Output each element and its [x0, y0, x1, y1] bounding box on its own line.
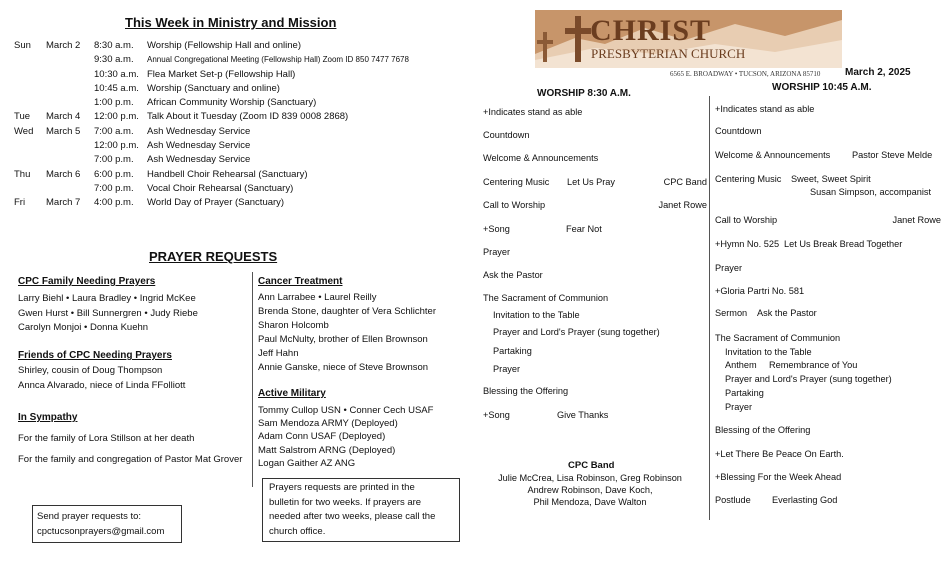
order-item-label: The Sacrament of Communion: [483, 293, 609, 303]
send-requests-box: [32, 505, 182, 543]
schedule-date: March 5: [46, 125, 81, 137]
schedule-event: Flea Market Set-p (Fellowship Hall): [147, 68, 296, 80]
order-item-label: +Song: [483, 410, 510, 420]
order-item-label: Prayer: [483, 247, 511, 257]
order-item-label: Postlude: [715, 495, 751, 505]
schedule-row: [14, 196, 484, 210]
order-item-label: Countdown: [483, 130, 530, 140]
order-item: [483, 177, 707, 187]
schedule-time: 7:00 p.m.: [94, 154, 134, 166]
order-item: [725, 347, 941, 357]
order-item-title: Let Us Pray: [567, 177, 615, 187]
order-item: [483, 270, 707, 280]
order-item-label: Invitation to the Table: [725, 347, 812, 357]
schedule-event: Worship (Sanctuary and online): [147, 82, 280, 94]
schedule-date: March 6: [46, 168, 81, 180]
order-item-label: Blessing of the Offering: [715, 425, 811, 435]
order-item-label: Welcome & Announcements: [715, 150, 831, 160]
friends-line: Annca Alvarado, niece of Linda FFolliott: [18, 379, 186, 391]
family-line: Larry Biehl • Laura Bradley • Ingrid McKee: [18, 293, 196, 304]
cancer-line: Ann Larrabee • Laurel Reilly: [258, 292, 377, 303]
order-item-title: Remembrance of You: [769, 360, 858, 370]
schedule-event: Ash Wednesday Service: [147, 140, 251, 152]
order-item-label: Partaking: [725, 388, 764, 398]
order-item: [483, 386, 707, 396]
band-line: Julie McCrea, Lisa Robinson, Greg Robinson: [498, 473, 682, 483]
order-item-title: Give Thanks: [557, 410, 609, 420]
order-item: [493, 310, 707, 320]
week-schedule: [14, 39, 484, 211]
order-item: [715, 449, 941, 459]
order-item-title: Let Us Break Bread Together: [784, 239, 903, 249]
band-members: [480, 472, 700, 508]
order-item: [715, 263, 941, 273]
order-item: [715, 308, 941, 318]
sympathy-line: For the family of Lora Stillson at her death: [18, 433, 195, 444]
order-item-title: Pastor Steve Melde: [852, 150, 933, 160]
worship-1045-title: WORSHIP 10:45 A.M.: [772, 82, 872, 93]
order-item: [493, 346, 707, 356]
order-item-label: +Gloria Partri No. 581: [715, 286, 805, 296]
schedule-row: [14, 168, 484, 182]
note-line: needed after two weeks, please call the: [269, 511, 436, 522]
friends-line: Shirley, cousin of Doug Thompson: [18, 365, 163, 376]
military-line: Logan Gaither AZ ANG: [258, 457, 356, 469]
family-heading: CPC Family Needing Prayers: [18, 276, 156, 287]
order-item: [715, 425, 941, 435]
friends-list: [18, 364, 185, 393]
schedule-row: [14, 68, 484, 82]
military-list: [258, 404, 433, 470]
church-name-sub: PRESBYTERIAN CHURCH: [591, 46, 746, 61]
order-item-leader: CPC Band: [663, 177, 707, 187]
family-line: Carolyn Monjoi • Donna Kuehn: [18, 322, 149, 333]
order-item-label: Prayer: [493, 364, 521, 374]
order-item-leader: Janet Rowe: [892, 215, 941, 225]
schedule-date: March 7: [46, 197, 81, 209]
order-item: [483, 293, 707, 303]
order-item: [810, 187, 941, 197]
order-item-label: +Indicates stand as able: [715, 104, 815, 114]
band-title: CPC Band: [568, 460, 615, 471]
order-item-label: Prayer and Lord's Prayer (sung together): [493, 327, 660, 337]
schedule-time: 7:00 a.m.: [94, 125, 134, 137]
order-item: [483, 410, 707, 420]
order-item: [483, 247, 707, 257]
schedule-row: [14, 139, 484, 153]
order-item: [715, 495, 941, 505]
prayer-note-box: [262, 478, 460, 542]
order-item-label: +Let There Be Peace On Earth.: [715, 449, 844, 459]
military-heading: Active Military: [258, 388, 326, 399]
schedule-time: 10:30 a.m.: [94, 68, 139, 80]
schedule-event: Talk About it Tuesday (Zoom ID 839 0008 2868): [147, 111, 349, 123]
note-line: bulletin for two weeks. If prayers are: [269, 496, 422, 508]
schedule-day: Fri: [14, 197, 26, 209]
schedule-row: [14, 82, 484, 96]
cancer-line: Brenda Stone, daughter of Vera Schlichter: [258, 305, 436, 317]
order-item: [725, 360, 941, 370]
schedule-time: 7:00 p.m.: [94, 182, 134, 194]
schedule-row: [14, 125, 484, 139]
note-line: church office.: [269, 525, 326, 537]
order-item-leader: Janet Rowe: [658, 200, 707, 210]
band-line: Phil Mendoza, Dave Walton: [533, 497, 647, 507]
schedule-day: Wed: [14, 125, 34, 137]
order-item: [715, 104, 941, 114]
order-item: [493, 327, 707, 337]
schedule-time: 9:30 a.m.: [94, 54, 134, 66]
order-item: [483, 200, 707, 210]
schedule-day: Thu: [14, 168, 31, 180]
order-item: [715, 239, 941, 249]
schedule-event: African Community Worship (Sanctuary): [147, 97, 317, 109]
order-item-label: Sermon: [715, 308, 748, 318]
order-item-title: Everlasting God: [772, 495, 838, 505]
schedule-event: Annual Congregational Meeting (Fellowship Hall) Zoom ID 850 7477 7678: [147, 55, 409, 65]
schedule-date: March 4: [46, 111, 81, 123]
order-item-label: +Indicates stand as able: [483, 107, 583, 117]
order-item-label: Prayer and Lord's Prayer (sung together): [725, 374, 892, 384]
order-item: [715, 126, 941, 136]
family-list: [18, 292, 198, 336]
sympathy-line: For the family and congregation of Pastor Mat Grover: [18, 454, 243, 465]
prayer-column-divider: [252, 272, 253, 487]
worship-830-title: WORSHIP 8:30 A.M.: [537, 88, 631, 99]
order-item-label: Anthem: [725, 360, 757, 370]
order-item-label: Invitation to the Table: [493, 310, 580, 320]
order-item: [725, 388, 941, 398]
order-item: [483, 153, 707, 163]
prayer-title: PRAYER REQUESTS: [149, 249, 278, 264]
order-item-label: Ask the Pastor: [483, 270, 543, 280]
friends-heading: Friends of CPC Needing Prayers: [18, 350, 172, 361]
schedule-event: World Day of Prayer (Sanctuary): [147, 197, 285, 209]
order-item-title: Ask the Pastor: [757, 308, 817, 318]
schedule-event: Ash Wednesday Service: [147, 125, 251, 137]
order-item-label: +Song: [483, 224, 510, 234]
order-item-label: Centering Music: [483, 177, 550, 187]
order-item-label: Welcome & Announcements: [483, 153, 599, 163]
order-item: [483, 224, 707, 234]
order-item-label: Countdown: [715, 126, 762, 136]
schedule-time: 1:00 p.m.: [94, 97, 134, 109]
schedule-row: [14, 110, 484, 124]
schedule-time: 8:30 a.m.: [94, 40, 134, 51]
cancer-list: [258, 291, 436, 374]
order-item: [715, 286, 941, 296]
cancer-line: Paul McNulty, brother of Ellen Brownson: [258, 333, 428, 345]
order-item: [483, 130, 707, 140]
order-item-label: Prayer: [725, 402, 753, 412]
schedule-time: 4:00 p.m.: [94, 197, 134, 209]
order-item-label: Blessing the Offering: [483, 386, 569, 396]
schedule-event: Ash Wednesday Service: [147, 154, 251, 166]
prayer-email[interactable]: cpctucsonprayers@gmail.com: [37, 526, 165, 537]
sympathy-heading: In Sympathy: [18, 412, 78, 423]
schedule-day: Sun: [14, 40, 31, 51]
order-item-label: Centering Music: [715, 174, 782, 184]
order-item-label: Prayer: [715, 263, 743, 273]
bulletin-date: March 2, 2025: [845, 67, 911, 78]
order-item: [483, 107, 707, 117]
order-item-label: The Sacrament of Communion: [715, 333, 841, 343]
order-item-label: Susan Simpson, accompanist: [810, 187, 932, 197]
order-item: [725, 374, 941, 384]
family-line: Gwen Hurst • Bill Sunnergren • Judy Riebe: [18, 307, 198, 319]
schedule-day: Tue: [14, 111, 31, 123]
church-address: 6565 E. BROADWAY • TUCSON, ARIZONA 85710: [670, 70, 821, 78]
order-item: [715, 215, 941, 225]
cancer-line: Jeff Hahn: [258, 347, 299, 359]
military-line: Sam Mendoza ARMY (Deployed): [258, 418, 398, 430]
schedule-time: 12:00 p.m.: [94, 140, 139, 152]
military-line: Matt Salstrom ARNG (Deployed): [258, 444, 396, 456]
schedule-row: [14, 182, 484, 196]
schedule-time: 12:00 p.m.: [94, 111, 139, 123]
week-title: This Week in Ministry and Mission: [125, 15, 337, 30]
order-item: [715, 174, 941, 184]
order-item-label: +Hymn No. 525: [715, 239, 780, 249]
order-item-label: +Blessing For the Week Ahead: [715, 472, 842, 482]
schedule-date: March 2: [46, 40, 81, 51]
schedule-time: 10:45 a.m.: [94, 82, 139, 94]
order-item: [725, 402, 941, 412]
schedule-row: [14, 153, 484, 167]
schedule-event: Worship (Fellowship Hall and online): [147, 40, 302, 51]
schedule-event: Vocal Choir Rehearsal (Sanctuary): [147, 182, 294, 194]
order-item-label: Call to Worship: [483, 200, 546, 210]
church-name: CHRIST: [590, 14, 712, 47]
order-item-title: Sweet, Sweet Spirit: [791, 174, 871, 184]
military-line: Adam Conn USAF (Deployed): [258, 431, 386, 443]
schedule-row: [14, 96, 484, 110]
order-item: [715, 150, 941, 160]
cancer-line: Sharon Holcomb: [258, 319, 329, 331]
schedule-row: [14, 39, 484, 53]
order-item: [715, 333, 941, 343]
schedule-row: [14, 53, 484, 67]
schedule-event: Handbell Choir Rehearsal (Sanctuary): [147, 168, 308, 180]
note-line: Prayers requests are printed in the: [269, 482, 415, 493]
cancer-line: Annie Ganske, niece of Steve Brownson: [258, 361, 429, 373]
order-item-label: Call to Worship: [715, 215, 778, 225]
band-line: Andrew Robinson, Dave Koch,: [527, 485, 653, 495]
send-line: Send prayer requests to:: [37, 511, 142, 522]
cancer-heading: Cancer Treatment: [258, 276, 343, 287]
order-item: [715, 472, 941, 482]
order-item-label: Partaking: [493, 346, 532, 356]
military-line: Tommy Cullop USN • Conner Cech USAF: [258, 405, 434, 416]
order-item: [493, 364, 707, 374]
schedule-time: 6:00 p.m.: [94, 168, 134, 180]
worship-column-divider: [709, 96, 710, 520]
order-item-title: Fear Not: [566, 224, 602, 234]
